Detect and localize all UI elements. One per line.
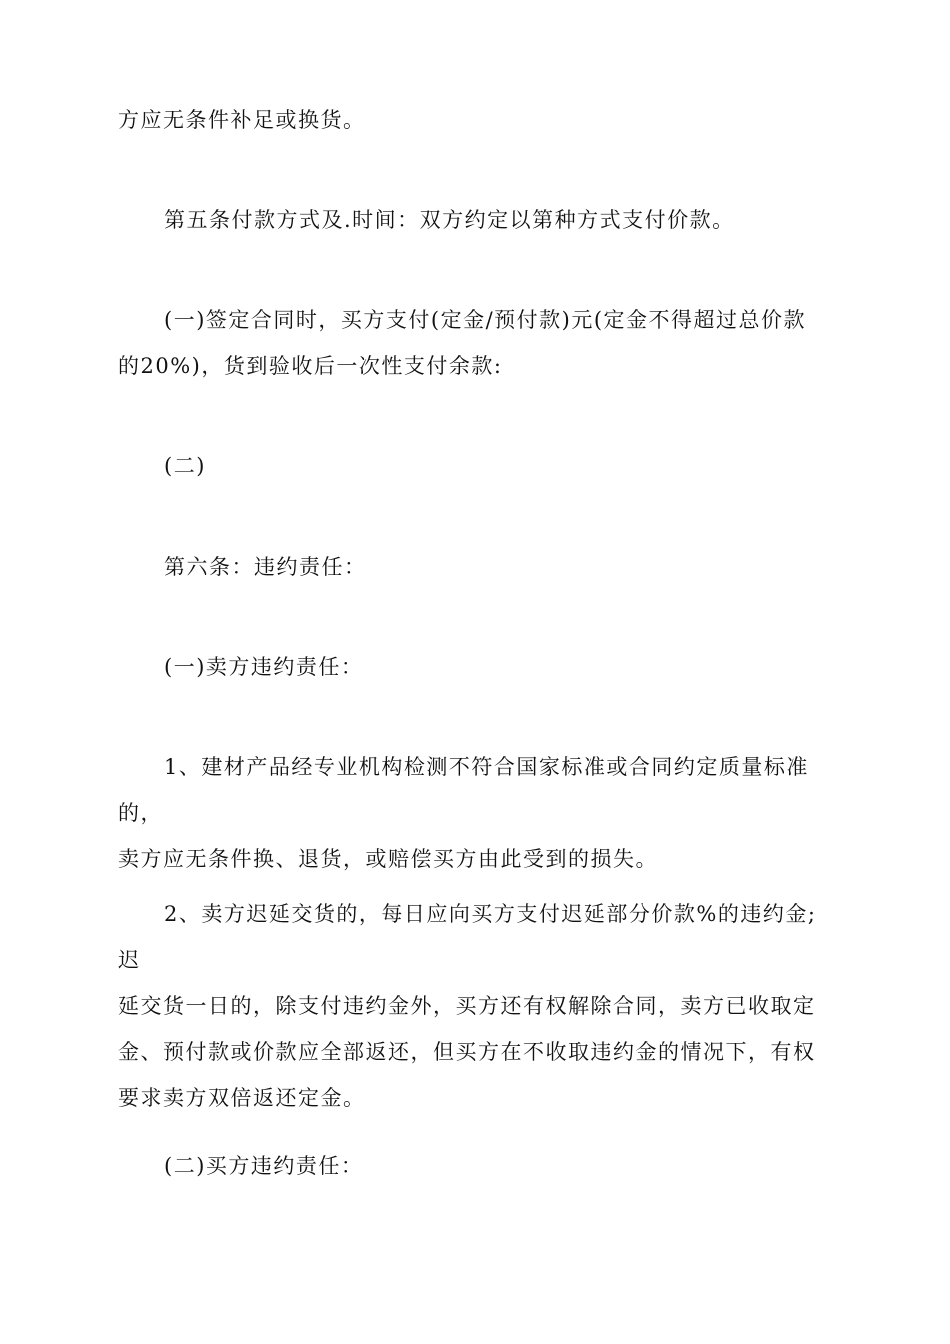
paragraph-continuation [118,97,838,143]
text-line: 卖方应无条件换、退货，或赔偿买方由此受到的损失。 [118,847,658,871]
text-line: 2、卖方迟延交货的，每日应向买方支付迟延部分价款%的违约金;迟 [118,902,817,972]
text-line: 的20%)，货到验收后一次性支付余款: [118,354,503,378]
paragraph-seller-clause-1 [118,744,838,882]
paragraph-article-6 [118,544,838,590]
text-line: 第五条付款方式及.时间：双方约定以第种方式支付价款。 [164,208,735,232]
text-line: 要求卖方双倍返还定金。 [118,1086,366,1110]
paragraph-payment-option-2 [118,443,838,489]
text-line: 方应无条件补足或换货。 [118,108,366,132]
text-line: 延交货一日的，除支付违约金外，买方还有权解除合同，卖方已收取定 [118,994,816,1018]
paragraph-seller-clause-2 [118,891,838,1121]
paragraph-seller-liability [118,644,838,690]
text-line: 金、预付款或价款应全部返还，但买方在不收取违约金的情况下，有权 [118,1040,816,1064]
text-line: (二)买方违约责任： [164,1154,364,1178]
text-line: (二) [164,454,206,478]
text-line: 第六条：违约责任： [164,555,367,579]
paragraph-payment-option-1 [118,297,838,389]
text-line: 1、建材产品经专业机构检测不符合国家标准或合同约定质量标准的， [118,755,809,825]
text-line: (一)签定合同时，买方支付(定金/预付款)元(定金不得超过总价款 [164,308,807,332]
paragraph-buyer-liability [118,1143,838,1189]
text-line: (一)卖方违约责任： [164,655,364,679]
paragraph-article-5 [118,197,838,243]
